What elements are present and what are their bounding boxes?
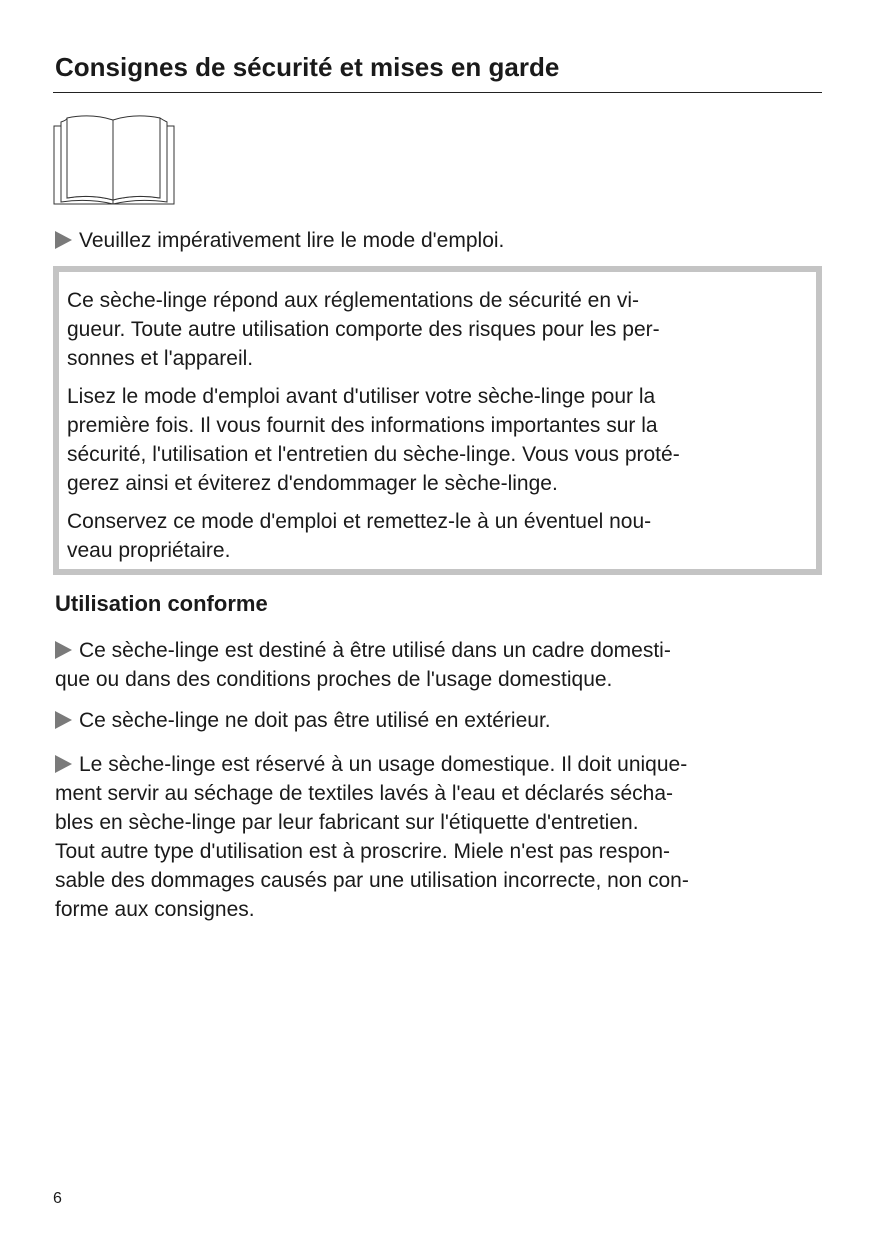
text-line: Ce sèche-linge répond aux réglementations de sécurité en vi- xyxy=(67,289,639,312)
text-line: Conservez ce mode d'emploi et remettez-le à un éventuel nou- xyxy=(67,510,652,533)
notice-text: Veuillez impérativement lire le mode d'emploi. xyxy=(79,229,505,252)
bullet-paragraph-3 xyxy=(55,750,689,924)
page-number: 6 xyxy=(53,1190,62,1207)
text-line: Ce sèche-linge ne doit pas être utilisé en extérieur. xyxy=(79,709,551,732)
text-line: Le sèche-linge est réservé à un usage domestique. Il doit unique- xyxy=(79,753,688,776)
section-heading: Utilisation conforme xyxy=(55,591,268,616)
text-line: sonnes et l'appareil. xyxy=(67,347,254,370)
bullet-paragraph-2 xyxy=(55,706,551,735)
text-line: gerez ainsi et éviterez d'endommager le sèche-linge. xyxy=(67,472,558,495)
text-line: que ou dans des conditions proches de l'usage domestique. xyxy=(55,668,613,691)
text-line: bles en sèche-linge par leur fabricant sur l'étiquette d'entretien. xyxy=(55,811,639,834)
text-line: première fois. Il vous fournit des informations importantes sur la xyxy=(67,414,658,437)
bullet-arrow-icon xyxy=(55,641,72,659)
box-paragraph-1 xyxy=(67,286,660,373)
text-line: Ce sèche-linge est destiné à être utilisé dans un cadre domesti- xyxy=(79,639,671,662)
text-line: forme aux consignes. xyxy=(55,898,255,921)
box-paragraph-2 xyxy=(67,382,680,498)
page-title: Consignes de sécurité et mises en garde xyxy=(55,52,560,82)
bullet-arrow-icon xyxy=(55,711,72,729)
box-paragraph-3 xyxy=(67,507,651,565)
text-line: veau propriétaire. xyxy=(67,539,231,562)
bullet-arrow-icon xyxy=(55,755,72,773)
read-manual-notice xyxy=(55,226,504,255)
safety-info-box xyxy=(53,266,822,575)
text-line: ment servir au séchage de textiles lavés à l'eau et déclarés sécha- xyxy=(55,782,674,805)
text-line: sable des dommages causés par une utilisation incorrecte, non con- xyxy=(55,869,689,892)
text-line: sécurité, l'utilisation et l'entretien du sèche-linge. Vous vous proté- xyxy=(67,443,680,466)
text-line: gueur. Toute autre utilisation comporte des risques pour les per- xyxy=(67,318,660,341)
text-line: Tout autre type d'utilisation est à proscrire. Miele n'est pas respon- xyxy=(55,840,670,863)
open-book-icon xyxy=(53,114,175,206)
bullet-paragraph-1 xyxy=(55,636,671,694)
text-line: Lisez le mode d'emploi avant d'utiliser votre sèche-linge pour la xyxy=(67,385,656,408)
title-divider xyxy=(53,92,822,93)
bullet-arrow-icon xyxy=(55,231,72,249)
